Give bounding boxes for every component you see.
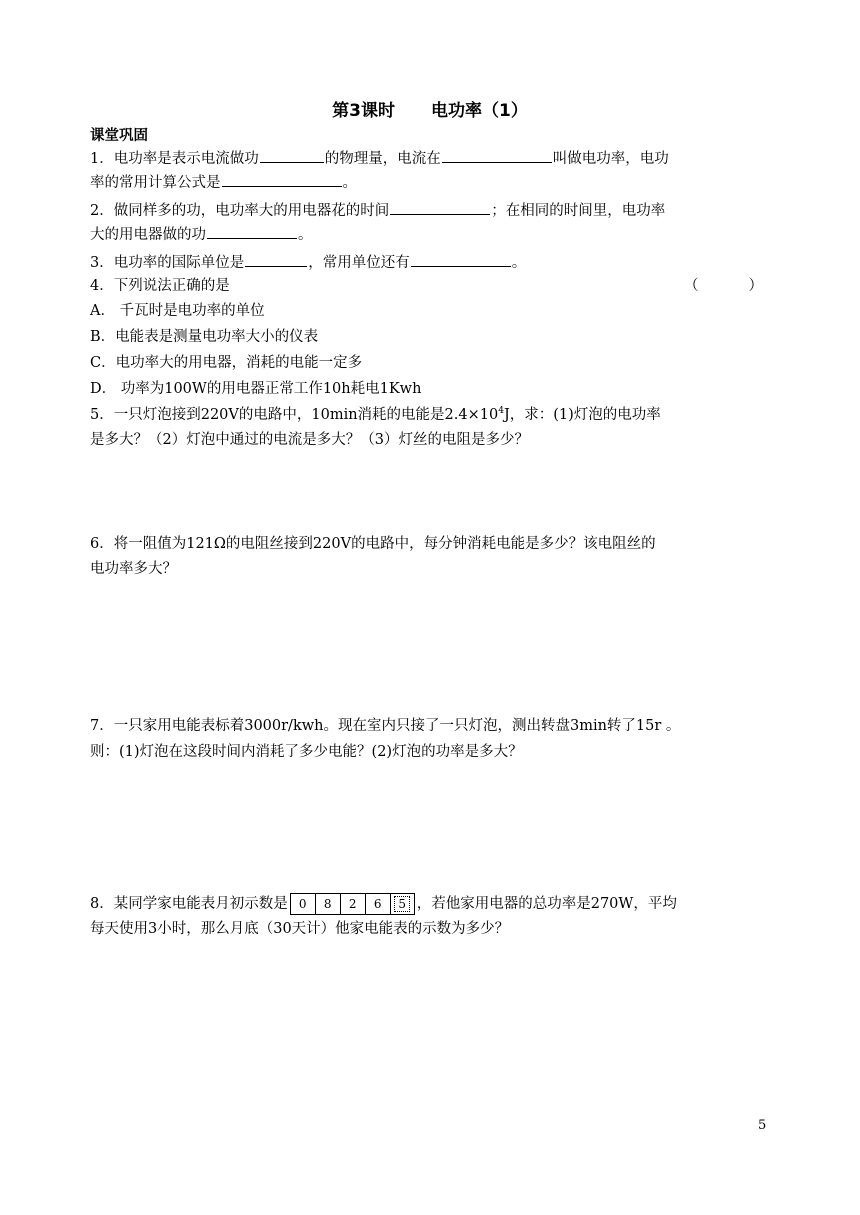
meter-digit: 0 [290,893,315,915]
question-4-stem: 4．下列说法正确的是 [90,278,230,294]
page-title [0,96,860,121]
meter-digit-value: 5 [394,896,410,912]
meter-decimal-digit [390,893,415,915]
option-b: B．电能表是测量电功率大小的仪表 [90,329,319,345]
question-2-line-2: 大的用电器做的功 。 [90,222,313,247]
answer-parentheses[interactable]: （ ） [684,278,763,294]
question-8-line-2: 每天使用3小时，那么月底（30天计）他家电能表的示数为多少？ [90,921,510,937]
question-5-line-2: 是多大？（2）灯泡中通过的电流是多大？（3）灯丝的电阻是多少？ [90,432,529,448]
question-7-line-1: 7．一只家用电能表标着3000r/kwh。现在室内只接了一只灯泡，测出转盘3min转了15r 。 [90,718,681,734]
meter-digit: 2 [340,893,365,915]
option-d: D． 功率为100W的用电器正常工作10h耗电1Kwh [90,381,422,397]
answer-blank[interactable] [245,250,307,267]
question-1-line-2: 率的常用计算公式是 。 [90,170,357,195]
question-2-line-1: 2．做同样多的功，电功率大的用电器花的时间 ；在相同的时间里，电功率 [90,198,665,223]
answer-blank[interactable] [390,198,490,215]
title-topic: 电功率（1） [431,101,528,121]
option-c: C．电功率大的用电器，消耗的电能一定多 [90,355,363,371]
question-7-line-2: 则：(1)灯泡在这段时间内消耗了多少电能？(2)灯泡的功率是多大？ [90,744,523,760]
question-5-line-1: 5．一只灯泡接到220V的电路中，10min消耗的电能是$2.4\times 10^4J$，求：(1)灯泡的电功率 [90,406,661,423]
meter-reading-display [290,893,415,915]
meter-digit: 6 [365,893,390,915]
question-1-line-1: 1．电功率是表示电流做功 的物理量，电流在 叫做电功率，电功 [90,146,669,171]
section-heading: 课堂巩固 [90,128,148,144]
question-6-line-1: 6．将一阻值为121Ω的电阻丝接到220V的电路中，每分钟消耗电能是多少？该电阻丝的 [90,536,656,552]
answer-blank[interactable] [260,146,324,163]
question-8-line-1: 8．某同学家电能表月初示数是 0 8 2 6 5 ，若他家用电器的总功率是270W，平均 [90,892,677,916]
answer-blank[interactable] [411,250,511,267]
answer-blank[interactable] [442,146,552,163]
answer-blank[interactable] [222,170,342,187]
option-a: A． 千瓦时是电功率的单位 [90,303,265,319]
title-lesson: 第3课时 [332,101,395,121]
question-6-line-2: 电功率多大？ [90,561,177,577]
question-3: 3．电功率的国际单位是 ，常用单位还有 。 [90,250,526,275]
answer-blank[interactable] [207,222,297,239]
meter-digit: 8 [315,893,340,915]
page-number: 5 [758,1118,767,1133]
